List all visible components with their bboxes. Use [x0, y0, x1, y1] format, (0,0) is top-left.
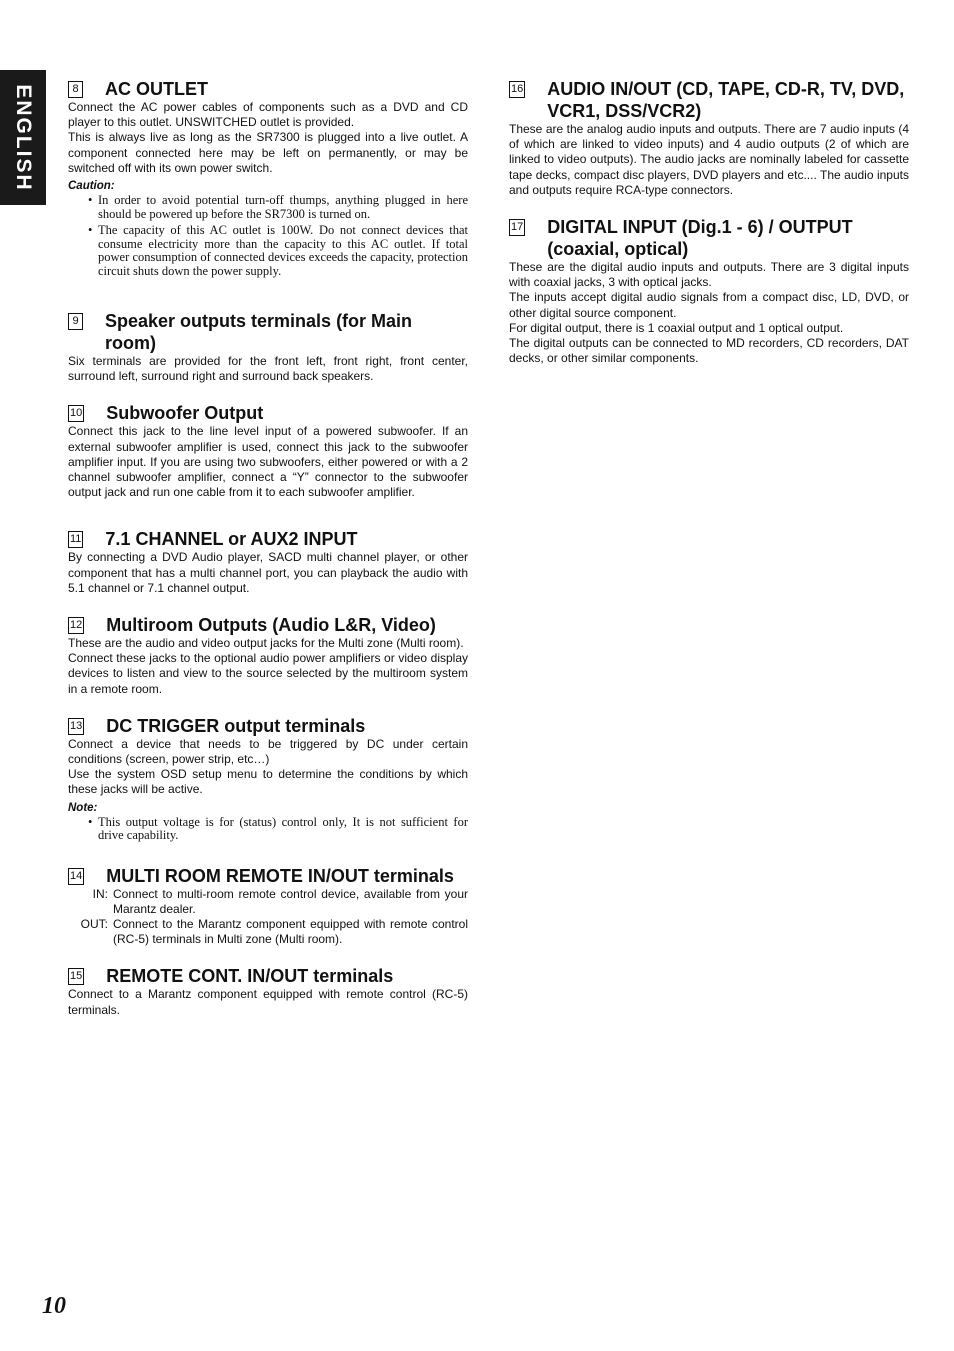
section-title: AC OUTLET: [105, 79, 208, 99]
section-title: DC TRIGGER output terminals: [106, 715, 366, 736]
terminal-list: [68, 887, 468, 948]
paragraph: Connect these jacks to the optional audio power amplifiers or video display devices to listen and view to the source selected by the multiroom system in a remote room.: [68, 651, 468, 696]
section-heading: [68, 865, 468, 887]
section-number: 12: [68, 617, 84, 634]
terminal-description: Connect to multi-room remote control device, available from your Marantz dealer.: [113, 886, 468, 916]
section-heading: [68, 528, 468, 550]
list-item: • The capacity of this AC outlet is 100W. Do not connect devices that consume electricity more than the capacity to this AC outlet. If total power consumption of connected devices exceeds the capacity, protection circuit shuts down the power supply.: [88, 224, 468, 278]
section-heading: [68, 715, 468, 737]
note-label: Note:: [68, 801, 98, 814]
page-number: 10: [42, 1293, 66, 1319]
right-column: [509, 78, 909, 384]
list-item: • This output voltage is for (status) control only, It is not sufficient for drive capability.: [88, 816, 468, 843]
section-number: 15: [68, 968, 84, 985]
section-title: Speaker outputs terminals (for Main room): [105, 311, 413, 354]
paragraph: These are the analog audio inputs and outputs. There are 7 audio inputs (4 of which are linked to video inputs) and 4 audio outputs (2 of which are linked to video outputs). The audio jacks are nominally labeled for cassette tape decks, compact disc players, DVD players and etc.... The audio inputs and outputs require RCA-type connectors.: [509, 122, 909, 197]
caution-list: [68, 194, 468, 278]
section-title: DIGITAL INPUT (Dig.1 - 6) / OUTPUT (coaxial, optical): [547, 217, 853, 260]
paragraph: These are the audio and video output jacks for the Multi zone (Multi room).: [68, 636, 464, 651]
language-tab-label: ENGLISH: [12, 83, 35, 192]
section-heading: [509, 78, 909, 122]
terminal-in: [68, 887, 468, 917]
paragraph: Connect a device that needs to be triggered by DC under certain conditions (screen, power strip, etc…): [68, 736, 468, 767]
list-item: • In order to avoid potential turn-off thumps, anything plugged in here should be powered up before the SR7300 is turned on.: [88, 194, 468, 221]
paragraph: Connect to a Marantz component equipped with remote control (RC-5) terminals.: [68, 987, 468, 1017]
paragraph: Six terminals are provided for the front left, front right, front center, surround left, surround right and surround back speakers.: [68, 354, 468, 384]
section-multi-room-remote: [68, 865, 468, 948]
section-remote-cont: [68, 965, 468, 1017]
note-list: [68, 816, 468, 843]
section-heading: [68, 965, 468, 987]
section-audio-in-out: [509, 78, 909, 198]
section-speaker-outputs: [68, 310, 468, 384]
section-title: MULTI ROOM REMOTE IN/OUT terminals: [106, 865, 454, 886]
section-number: 9: [68, 313, 83, 330]
section-number: 14: [68, 868, 84, 885]
section-number: 10: [68, 405, 84, 422]
section-multiroom-outputs: [68, 614, 468, 697]
terminal-label: OUT:: [80, 917, 108, 932]
section-heading: [68, 402, 468, 424]
section-number: 17: [509, 219, 525, 236]
section-subwoofer-output: [68, 402, 468, 500]
terminal-out: [68, 917, 468, 947]
section-heading: [509, 216, 909, 260]
paragraph: For digital output, there is 1 coaxial output and 1 optical output.: [509, 320, 844, 335]
paragraph: This is always live as long as the SR7300 is plugged into a live outlet. A component connected here may be left on permanently, or may be switched off with its own power switch.: [68, 130, 468, 175]
section-number: 8: [68, 81, 83, 98]
section-heading: [68, 78, 468, 100]
caution-label: Caution:: [68, 180, 115, 193]
left-column: [68, 78, 468, 1036]
paragraph: These are the digital audio inputs and outputs. There are 3 digital inputs with coaxial jacks, 3 with optical jacks.: [509, 260, 909, 290]
section-title: Subwoofer Output: [106, 403, 264, 424]
paragraph: By connecting a DVD Audio player, SACD multi channel player, or other component that has a multi channel port, you can playback the audio with 5.1 channel or 7.1 channel output.: [68, 550, 468, 595]
section-title: Multiroom Outputs (Audio L&R, Video): [106, 615, 436, 636]
section-digital-input-output: [509, 216, 909, 366]
section-title: REMOTE CONT. IN/OUT terminals: [106, 966, 394, 987]
section-ac-outlet: [68, 78, 468, 278]
section-title: 7.1 CHANNEL or AUX2 INPUT: [105, 529, 358, 550]
terminal-label: IN:: [92, 886, 108, 901]
paragraph: Connect this jack to the line level input of a powered subwoofer. If an external subwoofer amplifier is used, connect this jack to the subwoofer amplifier input. If you are using two subwoofers, either powered or with a 2 channel subwoofer amplifier, connect a “Y” connector to the subwoofer output jack and run one cable from it to each subwoofer amplifier.: [68, 424, 468, 500]
paragraph: The digital outputs can be connected to MD recorders, CD recorders, DAT decks, or other similar components.: [509, 336, 909, 366]
paragraph: Connect the AC power cables of components such as a DVD and CD player to this outlet. UNSWITCHED outlet is provided.: [68, 100, 468, 130]
section-heading: [68, 310, 468, 354]
paragraph: Use the system OSD setup menu to determine the conditions by which these jacks will be active.: [68, 767, 468, 797]
section-number: 11: [68, 531, 83, 548]
language-tab: [0, 70, 46, 205]
section-dc-trigger: [68, 715, 468, 843]
section-channel-aux2-input: [68, 528, 468, 596]
section-heading: [68, 614, 468, 636]
section-number: 13: [68, 718, 84, 735]
paragraph: The inputs accept digital audio signals from a compact disc, LD, DVD, or other digital source component.: [509, 290, 909, 320]
terminal-description: Connect to the Marantz component equipped with remote control (RC-5) terminals in Multi zone (Multi room).: [113, 917, 468, 947]
section-number: 16: [509, 81, 525, 98]
section-title: AUDIO IN/OUT (CD, TAPE, CD-R, TV, DVD, VCR1, DSS/VCR2): [547, 79, 905, 121]
